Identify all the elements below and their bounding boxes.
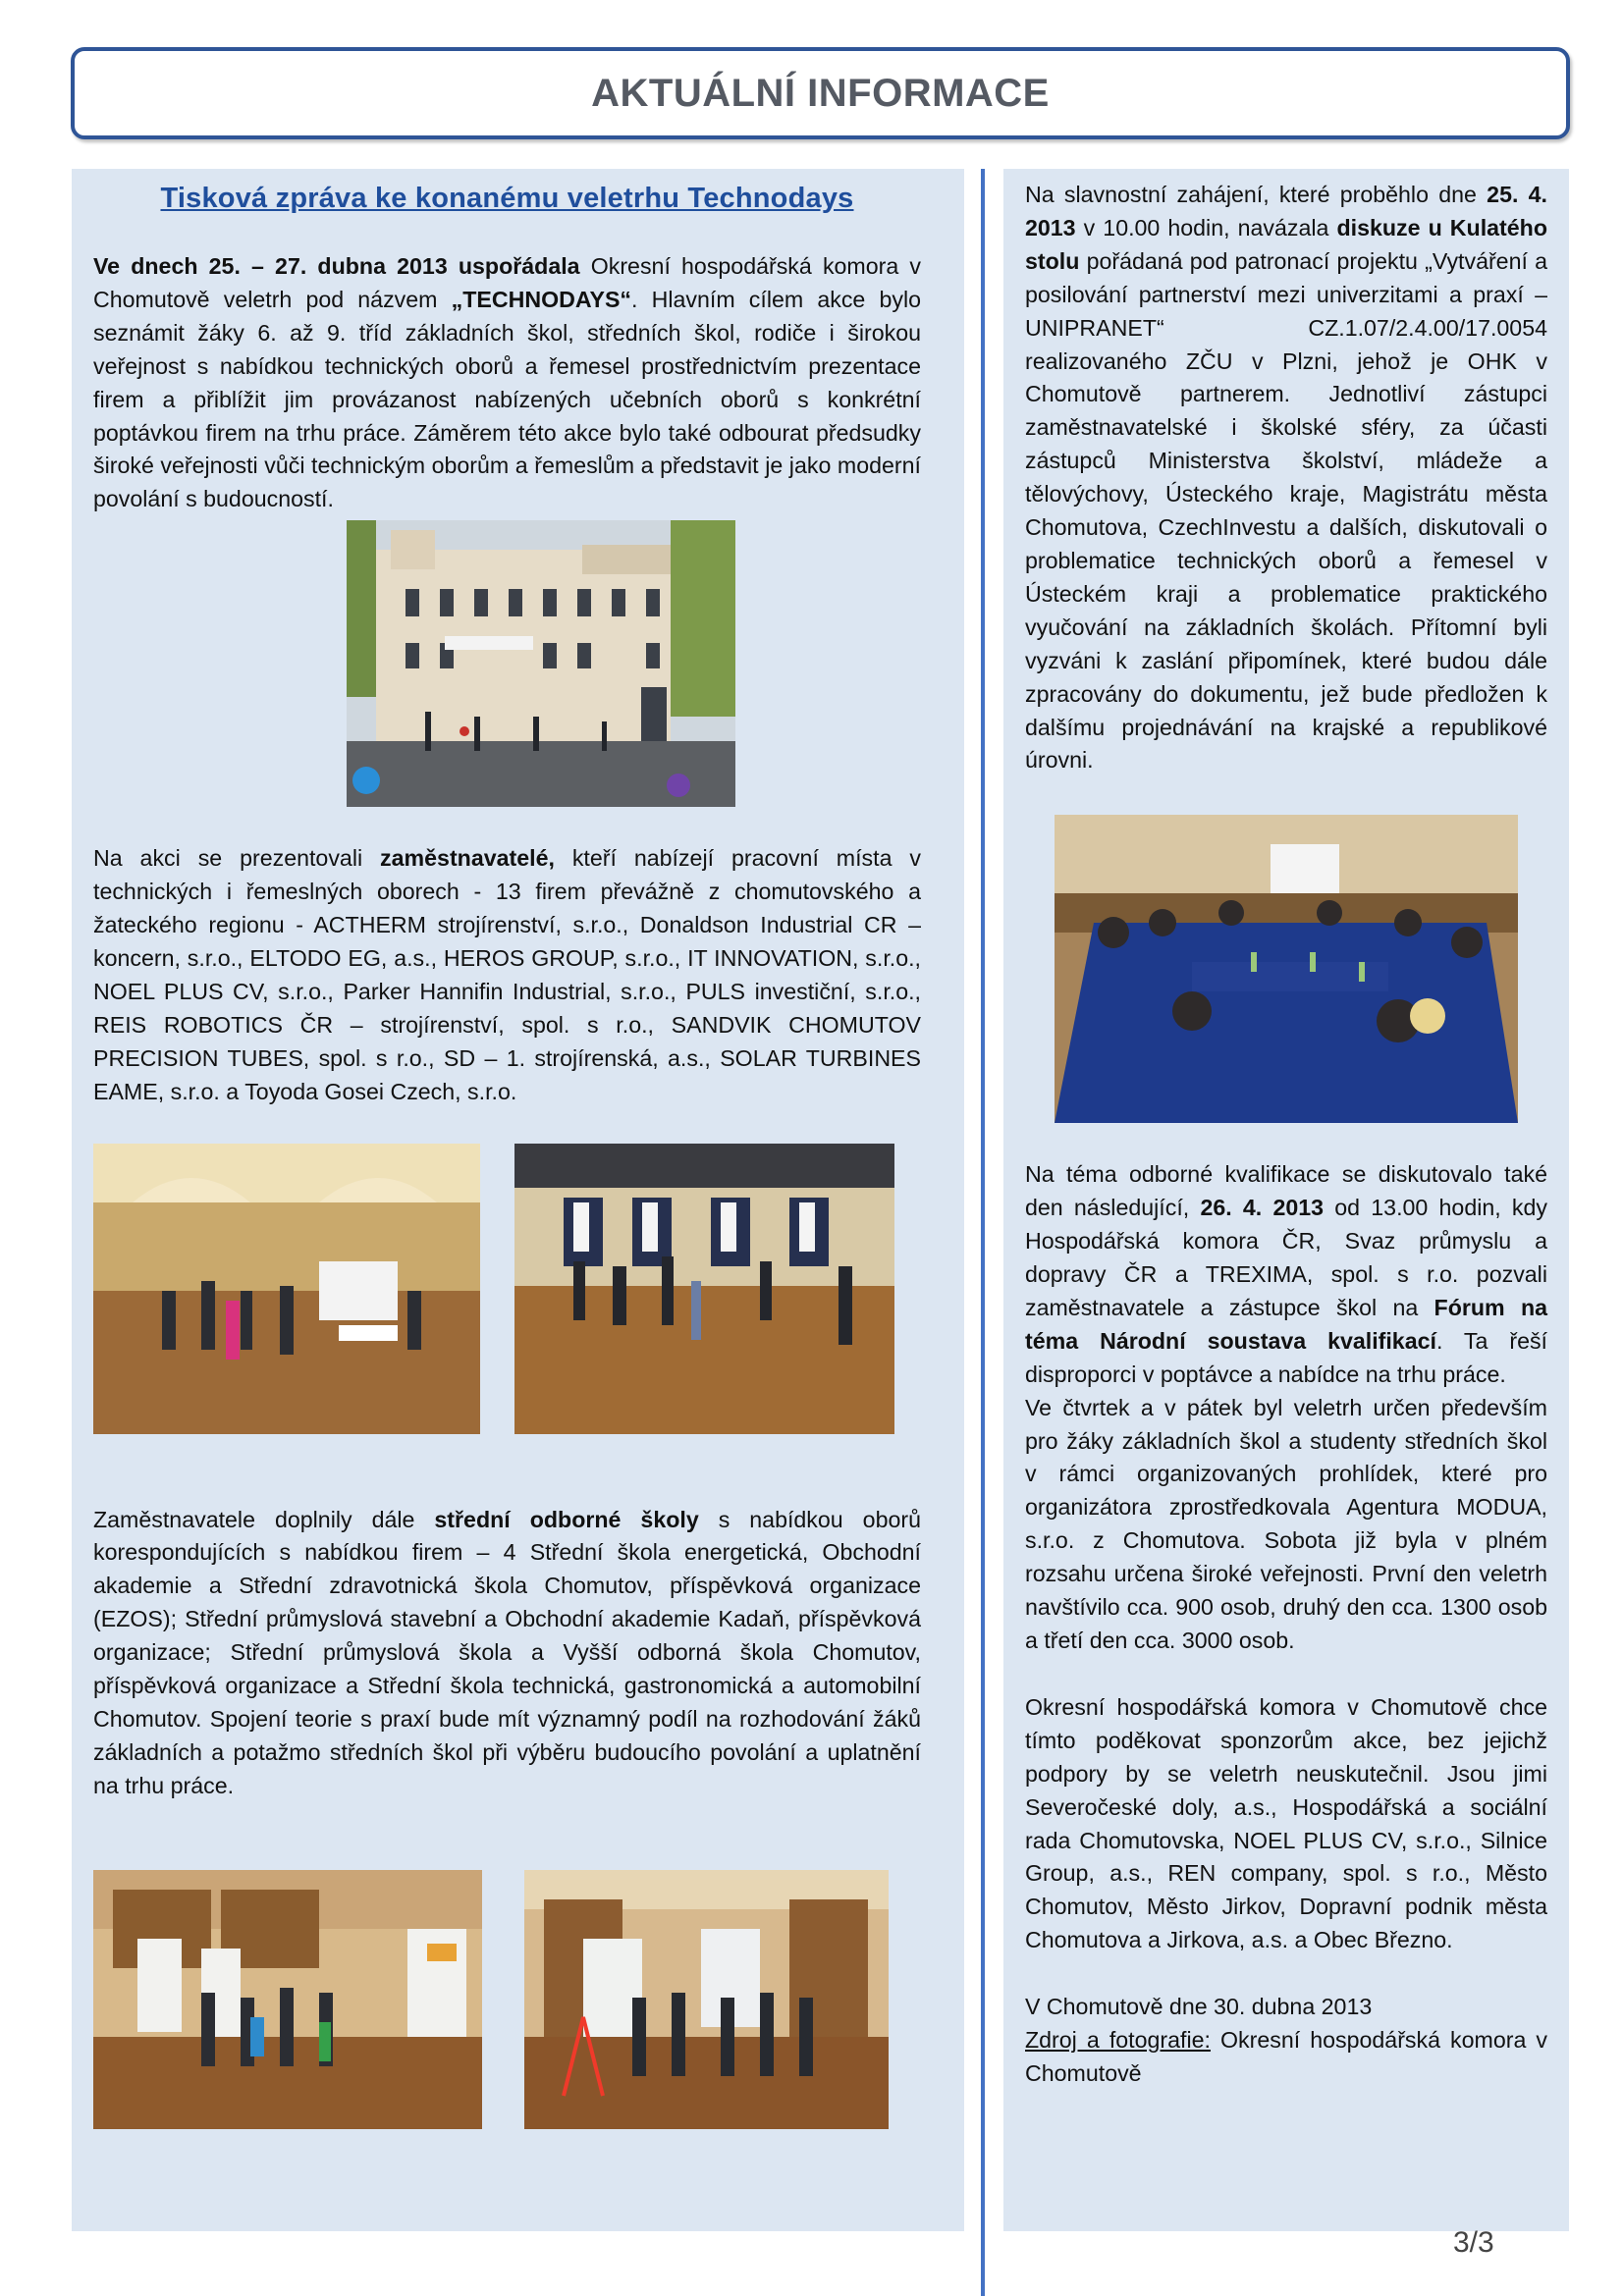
- paragraph-employers: Na akci se prezentovali zaměstnavatelé, kteří nabízejí pracovní místa v technických i řemeslných oborech - 13 firem převážně z chomutovského a žateckého regionu - ACTHERM strojírenství, s.r.o., Donaldson Industrial CR – koncern, s.r.o., ELTODO EG, a.s., HEROS GROUP, s.r.o., IT INNOVATION, s.r.o., NOEL PLUS CV, s.r.o., Parker Hannifin Industrial, s.r.o., PULS investiční, s.r.o., REIS ROBOTICS ČR – strojírenství, spol. s r.o., SANDVIK CHOMUTOV PRECISION TUBES, spol. s r.o., SD – 1. strojírenská, a.s., SOLAR TURBINES EAME, s.r.o. a Toyoda Gosei Czech, s.r.o.: [93, 845, 921, 1104]
- right-column: [1003, 169, 1569, 2231]
- paragraph-opening: Na slavnostní zahájení, které proběhlo dne 25. 4. 2013 v 10.00 hodin, navázala diskuze u Kulatého stolu pořádaná pod patronací projektu „Vytváření a posilování partnerství mezi univerzitami a praxí – UNIPRANET“ CZ.1.07/2.4.00/17.0054 realizovaného ZČU v Plzni, jehož je OHK v Chomutově partnerem. Jednotliví zástupci zaměstnavatelské i školské sféry, za účasti zástupců Ministerstva školství, mládeže a tělovýchovy, Ústeckého kraje, Magistrátu města Chomutova, CzechInvestu a dalších, diskutovali o problematice technických oborů a řemesel v Ústeckém kraji a problematice praktického vyučování na základních školách. Přítomní byli vyzváni k zaslání připomínek, které budou dále zpracovány do dokumentu, jež bude předložen k dalšímu projednávání na krajské a republikové úrovni.: [1025, 182, 1547, 774]
- photo-hall-left: [93, 1144, 480, 1434]
- paragraph-source: Zdroj a fotografie: Okresní hospodářská komora v Chomutově: [1025, 2027, 1548, 2086]
- left-column: [72, 169, 964, 2231]
- paragraph-visitors: Ve čtvrtek a v pátek byl veletrh určen především pro žáky základních škol a studenty středních škol v rámci organizovaných prohlídek, které pro organizátora zprostředkovala Agentura MODUA, s.r.o. z Chomutova. Sobota již byla v plném rozsahu určena široké veřejnosti. První den veletrh navštívilo cca. 900 osob, druhý den cca. 1300 osob a třetí den cca. 3000 osob.: [1025, 1394, 1547, 1653]
- photo-round-table: [1055, 815, 1518, 1123]
- photo-building: [347, 520, 735, 807]
- photo-stands-right: [524, 1870, 889, 2129]
- column-divider: [981, 169, 985, 2296]
- paragraph-intro: Ve dnech 25. – 27. dubna 2013 uspořádala Okresní hospodářská komora v Chomutově veletrh pod názvem „TECHNODAYS“. Hlavním cílem akce bylo seznámit žáky 6. až 9. tříd základních škol, středních škol, rodiče i širokou veřejnost s nabídkou technických oborů a řemesel prostřednictvím prezentace firem a přiblížit jim provázanost nabízených učebních oborů s konkrétní poptávkou firem na trhu práce. Záměrem této akce bylo také odbourat předsudky široké veřejnosti vůči technickým oborům a řemeslům a představit je jako moderní povolání s budoucností.: [93, 253, 921, 512]
- photo-row-hall: [93, 1144, 921, 1434]
- photo-stands-left: [93, 1870, 482, 2129]
- photo-hall-right: [514, 1144, 894, 1434]
- page-title: AKTUÁLNÍ INFORMACE: [591, 71, 1050, 115]
- paragraph-schools: Zaměstnavatele doplnily dále střední odborné školy s nabídkou oborů korespondujících s nabídkou firem – 4 Střední škola energetická, Obchodní akademie a Střední zdravotnická škola Chomutov, příspěvková organizace (EZOS); Střední průmyslová stavební a Obchodní akademie Kadaň, příspěvková organizace; Střední průmyslová škola a Vyšší odborná škola Chomutov, příspěvková organizace a Střední škola technická, gastronomická a automobilní Chomutov. Spojení teorie s praxí bude mít významný podíl na rozhodování žáků základních a potažmo středních škol při výběru budoucího povolání a uplatnění na trhu práce.: [93, 1506, 921, 1798]
- paragraph-date: V Chomutově dne 30. dubna 2013: [1025, 1994, 1373, 2020]
- page-number: 3/3: [1453, 2226, 1494, 2259]
- photo-row-stands: [93, 1870, 921, 2129]
- article-title: Tisková zpráva ke konanému veletrhu Technodays: [160, 183, 854, 214]
- header-box: [71, 47, 1570, 139]
- paragraph-forum: Na téma odborné kvalifikace se diskutovalo také den následující, 26. 4. 2013 od 13.00 hodin, kdy Hospodářská komora ČR, Svaz průmyslu a dopravy ČR a TREXIMA, spol. s r.o. pozvali zaměstnavatele a zástupce škol na Fórum na téma Národní soustava kvalifikací. Ta řeší disproporci v poptávce a nabídce na trhu práce.: [1025, 1161, 1548, 1387]
- paragraph-sponsors: Okresní hospodářská komora v Chomutově chce tímto poděkovat sponzorům akce, bez jejichž podpory by se veletrh neuskutečnil. Jsou jimi Severočeské doly, a.s., Hospodářská a sociální rada Chomutovska, NOEL PLUS CV, s.r.o., Silnice Group, a.s., REN company, spol. s r.o., Město Chomutov, Město Jirkov, Dopravní podnik města Chomutova a Jirkova, a.s. a Obec Březno.: [1025, 1693, 1547, 1953]
